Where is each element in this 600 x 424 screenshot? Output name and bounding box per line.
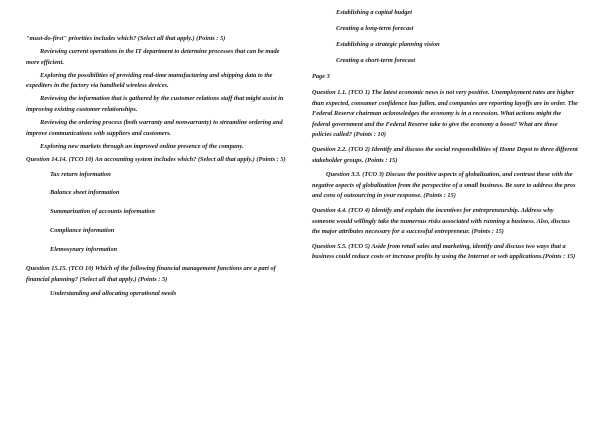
essay-question-1: Question 1.1. (TCO 1) The latest economic news is not very positive. Unemployment rates are higher than expected, consumer confidence has fallen, and companies are reporting layoffs are in order. The Federal Reserve chairman acknowledges the economy is in a recession. What actions might the federal government and the Federal Reserve take to give the economy a boost? What are these policies called? (Points : 10): [312, 88, 578, 139]
q13-option-2: Exploring the possibilities of providing real-time manufacturing and shipping data to the expediters in the factory via handheld wireless devices.: [26, 71, 273, 90]
q14-option-4: Compliance information: [50, 227, 115, 235]
q14-option-1: Tax return information: [50, 170, 111, 178]
question-14: Question 14.14. (TCO 10) An accounting system includes which? (Select all that apply.) (Points : 5): [26, 155, 286, 163]
q14-option-2: Balance sheet information: [50, 189, 120, 197]
q13-option-5: Exploring new markets through an improved online presence of the company.: [40, 142, 244, 150]
q14-option-5: Elemosynary information: [50, 246, 118, 254]
q15-option-3: Creating a long-term forecast: [336, 25, 414, 33]
page-label: Page 3: [312, 73, 330, 81]
essay-question-2: Question 2.2. (TCO 2) Identify and discuss the social responsibilities of Home Depot to three different stakeholder groups. (Points : 15): [312, 145, 578, 164]
q15-option-4: Establishing a strategic planning vision: [336, 41, 440, 49]
q13-option-1: Reviewing current operations in the IT department to determine processes that can be made more efficient.: [26, 48, 280, 66]
q15-option-1: Understanding and allocating operational needs: [50, 290, 177, 298]
q13-option-3: Reviewing the information that is gathered by the customer relations staff that might assist in improving existing customer relationships.: [26, 95, 284, 114]
essay-question-4: Question 4.4. (TCO 4) Identify and explain the incentives for entrepreneurship. Address why someone would willingly take the numerous risks associated with running a business. Also, discuss the major attributes necessary for a successful entrepreneur. (Points : 15): [312, 206, 570, 236]
question-15: Question 15.15. (TCO 10) Which of the following financial management functions are a part of financial planning? (Select all that apply.) (Points : 5): [26, 264, 276, 283]
left-column: [26, 34, 292, 424]
q14-option-3: Summarization of accounts information: [50, 208, 155, 216]
question-13-continuation: "must-do-first" priorities includes which? (Select all that apply.) (Points : 5): [26, 35, 226, 42]
q15-option-5: Creating a short-term forecast: [336, 57, 416, 65]
essay-question-5: Question 5.5. (TCO 5) Aside from retail sales and marketing, identify and discuss two ways that a business could reduce costs or increase profits by using the Internet or web applications.(Points : 15): [312, 242, 576, 261]
essay-question-3: Question 3.3. (TCO 3) Discuss the positive aspects of globalization, and contrast these with the negative aspects of globalization from the perspective of a small business. Be sure to address the pros and cons of outsourcing in your response. (Points : 15): [312, 171, 576, 200]
right-column: [312, 8, 578, 424]
q15-option-2: Establishing a capital budget: [336, 9, 412, 16]
q13-option-4: Reviewing the ordering process (both warranty and nonwarranty) to streamline ordering and improve communications with suppliers and customers.: [26, 119, 283, 137]
